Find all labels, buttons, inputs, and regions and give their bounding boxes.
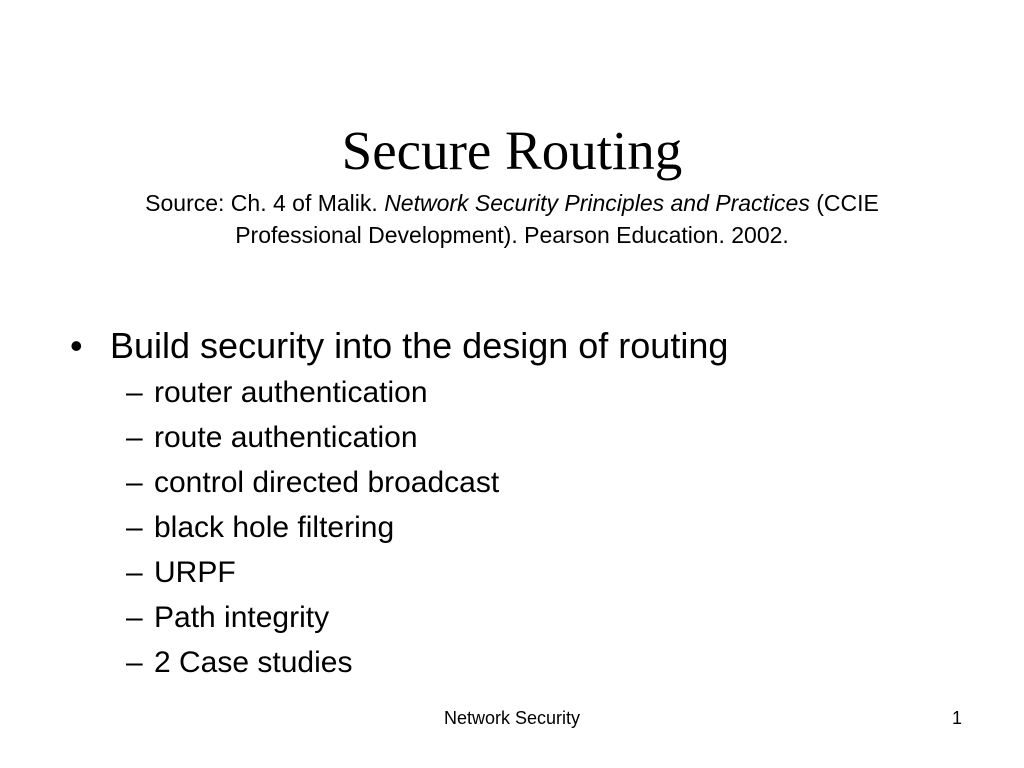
sub-bullet-list	[70, 370, 970, 685]
dash-marker: –	[126, 556, 143, 589]
sub-bullet-item	[70, 640, 970, 685]
sub-bullet-text: route authentication	[154, 421, 418, 454]
bullet-text: Build security into the design of routing	[110, 325, 729, 366]
page-number: 1	[951, 708, 962, 728]
footer-title: Network Security	[443, 708, 581, 728]
source-citation	[80, 187, 944, 251]
dash-marker: –	[126, 421, 143, 454]
sub-bullet-text: control directed broadcast	[154, 466, 500, 499]
source-book-title: Network Security Principles and Practices	[384, 190, 810, 216]
dash-marker: –	[126, 646, 143, 679]
dash-marker: –	[126, 466, 143, 499]
sub-bullet-text: router authentication	[154, 376, 428, 409]
sub-bullet-text: 2 Case studies	[154, 646, 353, 679]
source-suffix: (CCIE Professional Development). Pearson Education. 2002.	[235, 190, 879, 248]
dash-marker: –	[126, 601, 143, 634]
source-prefix: Source: Ch. 4 of Malik.	[145, 190, 385, 216]
slide-title: Secure Routing	[341, 120, 683, 181]
bullet-item	[70, 322, 970, 370]
bullet-marker: •	[70, 325, 83, 366]
sub-bullet-item	[70, 415, 970, 460]
sub-bullet-text: black hole filtering	[154, 511, 395, 544]
bullet-list	[70, 322, 970, 685]
sub-bullet-container	[70, 370, 970, 685]
sub-bullet-item	[70, 550, 970, 595]
dash-marker: –	[126, 376, 143, 409]
sub-bullet-text: Path integrity	[154, 601, 330, 634]
sub-bullet-item	[70, 370, 970, 415]
dash-marker: –	[126, 511, 143, 544]
sub-bullet-item	[70, 505, 970, 550]
sub-bullet-item	[70, 460, 970, 505]
sub-bullet-text: URPF	[154, 556, 236, 589]
sub-bullet-item	[70, 595, 970, 640]
